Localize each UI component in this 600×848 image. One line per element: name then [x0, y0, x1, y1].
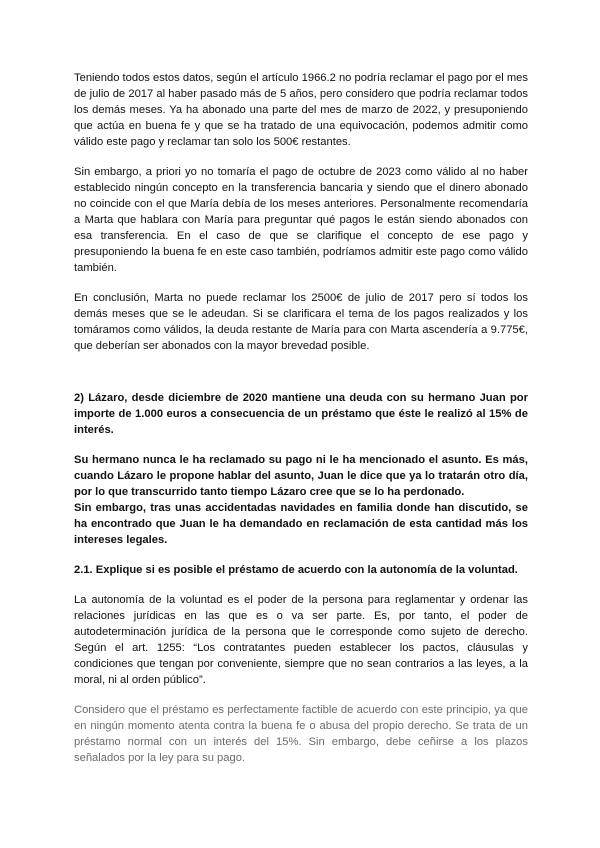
case-statement-intro: 2) Lázaro, desde diciembre de 2020 mantiene una deuda con su hermano Juan por importe de 1.000 euros a consecuencia de un préstamo que éste le realizó al 15% de interés. — [74, 392, 528, 436]
answer-autonomy-definition: La autonomía de la voluntad es el poder de la persona para reglamentar y ordenar las relaciones jurídicas en las que es o va ser parte. Es, por tanto, el poder de autodeterminación jurídica de la persona que le corresponde como sujeto de derecho. Según el art. 1255: “Los contratantes pueden establecer los pactos, cláusulas y condiciones que tengan por conveniente, siempre que no sean contrarios a las leyes, a la moral, ni al orden público”. — [74, 594, 528, 686]
paragraph-conclusion: En conclusión, Marta no puede reclamar los 2500€ de julio de 2017 pero sí todos los demás meses que se le adeudan. Si se clarificara el tema de los pagos realizados y los tomáramos como válidos, la deuda restante de María para con Marta ascendería a 9.775€, que deberían ser abonados con la mayor brevedad posible. — [74, 292, 528, 352]
case-statement-lawsuit: Sin embargo, tras unas accidentadas navidades en familia donde han discutido, se ha encontrado que Juan le ha demandado en reclamación de esta cantidad más los intereses legales. — [74, 502, 528, 546]
question-heading: 2.1. Explique si es posible el préstamo de acuerdo con la autonomía de la voluntad. — [74, 564, 518, 576]
case-statement-brother: Su hermano nunca le ha reclamado su pago ni le ha mencionado el asunto. Es más, cuando Lázaro le propone hablar del asunto, Juan le dice que ya lo tratarán otro día, por lo que transcurrido tanto tiempo Lázaro cree que se lo ha perdonado. — [74, 454, 528, 498]
paragraph-october-payment: Sin embargo, a priori yo no tomaría el pago de octubre de 2023 como válido al no haber establecido ningún concepto en la transferencia bancaria y siendo que el dinero abonado no coincide con el que María debía de los meses anteriores. Personalmente recomendaría a Marta que hablara con María para preguntar qué pagos le están siendo abonados con esa transferencia. En el caso de que se clarifique el concepto de ese pago y presuponiendo la buena fe en este caso también, podríamos admitir este pago como válido también. — [74, 166, 528, 274]
paragraph-payment-analysis: Teniendo todos estos datos, según el artículo 1966.2 no podría reclamar el pago por el mes de julio de 2017 al haber pasado más de 5 años, pero considero que podría reclamar todos los demás meses. Ya ha abonado una parte del mes de marzo de 2022, y presuponiendo que actúa en buena fe y que se ha tratado de una equivocación, podemos admitir como válido este pago y reclamar tan solo los 500€ restantes. — [74, 72, 528, 148]
answer-conclusion: Considero que el préstamo es perfectamente factible de acuerdo con este principio, ya que en ningún momento atenta contra la buena fe o abusa del propio derecho. Se trata de un préstamo normal con un interés del 15%. Sin embargo, debe ceñirse a los plazos señalados por la ley para su pago. — [74, 704, 528, 764]
